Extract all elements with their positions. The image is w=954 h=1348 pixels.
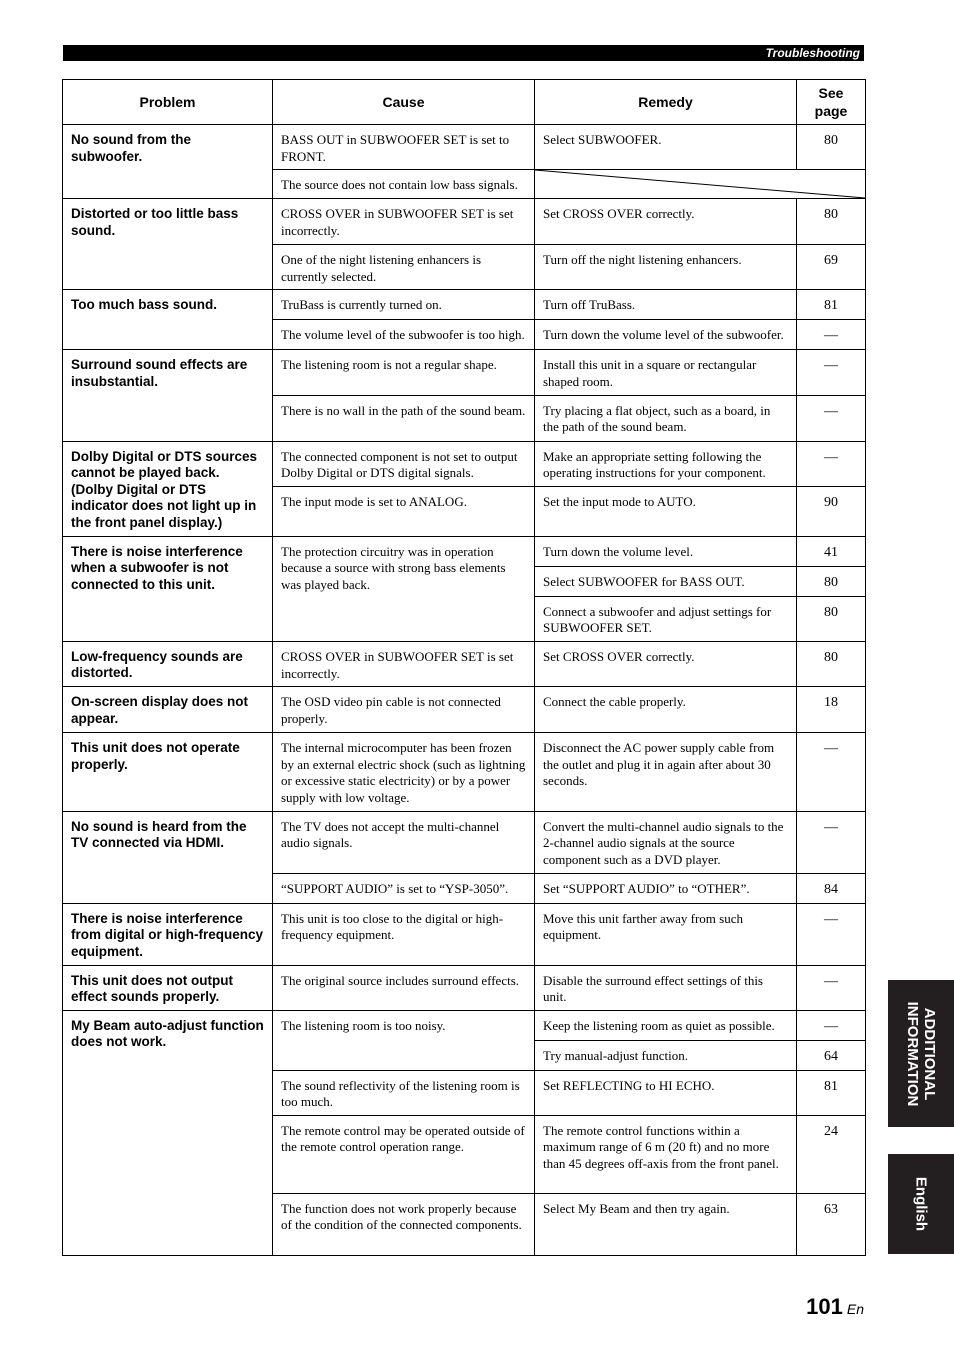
table-row [63,811,866,873]
page-cell: — [797,350,866,395]
cause-cell: The remote control may be operated outside of the remote control operation range. [273,1115,535,1193]
remedy-cell: Turn down the volume level of the subwoofer. [535,320,797,350]
header-see-page: See page [797,80,866,125]
problem-cell: My Beam auto-adjust function does not work. [63,1010,273,1255]
header-remedy: Remedy [535,80,797,125]
problem-cell: There is noise interference from digital or high-frequency equipment. [63,903,273,965]
cause-cell: TruBass is currently turned on. [273,290,535,320]
remedy-cell: Turn off the night listening enhancers. [535,245,797,290]
page-cell: — [797,903,866,965]
cause-cell: CROSS OVER in SUBWOOFER SET is set incorrectly. [273,641,535,686]
empty-remedy-cell [535,170,866,199]
table-row [63,1010,866,1040]
page-cell: 80 [797,566,866,596]
page-cell: — [797,965,866,1010]
remedy-cell: Try manual-adjust function. [535,1040,797,1070]
page-cell: 81 [797,1070,866,1115]
header-problem: Problem [63,80,273,125]
page-cell: 81 [797,290,866,320]
cause-cell: One of the night listening enhancers is currently selected. [273,245,535,290]
remedy-cell: Make an appropriate setting following the operating instructions for your component. [535,441,797,486]
cause-cell: The TV does not accept the multi-channel audio signals. [273,811,535,873]
remedy-cell: Set the input mode to AUTO. [535,486,797,536]
page-cell: 80 [797,641,866,686]
page-cell: 24 [797,1115,866,1193]
remedy-cell: Turn down the volume level. [535,536,797,566]
cause-cell: The internal microcomputer has been frozen by an external electric shock (such as lightning or excessive static electricity) or by a power supply with low voltage. [273,733,535,811]
side-tab-additional-information-label: ADDITIONAL INFORMATION [904,1001,938,1106]
cause-cell: The OSD video pin cable is not connected properly. [273,687,535,733]
remedy-cell: Connect the cable properly. [535,687,797,733]
problem-cell: Distorted or too little bass sound. [63,199,273,290]
page-lang-suffix: En [846,1301,864,1317]
remedy-cell: The remote control functions within a maximum range of 6 m (20 ft) and no more than 45 degrees off-axis from the front panel. [535,1115,797,1193]
table-row [63,441,866,486]
table-row [63,733,866,811]
problem-cell: There is noise interference when a subwoofer is not connected to this unit. [63,536,273,641]
page-cell: — [797,320,866,350]
problem-cell: Dolby Digital or DTS sources cannot be played back. (Dolby Digital or DTS indicator does not light up in the front panel display.) [63,441,273,536]
table-row [63,125,866,170]
cause-cell: BASS OUT in SUBWOOFER SET is set to FRONT. [273,125,535,170]
page-cell: 80 [797,125,866,170]
table-row [63,536,866,566]
problem-cell: Too much bass sound. [63,290,273,350]
page-cell: 80 [797,199,866,245]
remedy-cell: Install this unit in a square or rectangular shaped room. [535,350,797,395]
side-tab-english [888,1154,954,1254]
problem-cell: On-screen display does not appear. [63,687,273,733]
side-tab-english-label: English [912,1176,930,1232]
page-cell: 80 [797,596,866,641]
page-cell: — [797,1010,866,1040]
page-cell: 63 [797,1193,866,1255]
table-row [63,641,866,686]
cause-cell: The protection circuitry was in operation because a source with strong bass elements was played back. [273,536,535,641]
problem-cell: Low-frequency sounds are distorted. [63,641,273,686]
header-cause: Cause [273,80,535,125]
page-cell: 64 [797,1040,866,1070]
diagonal-line [535,170,865,198]
remedy-cell: Set “SUPPORT AUDIO” to “OTHER”. [535,873,797,903]
cause-cell: The connected component is not set to output Dolby Digital or DTS digital signals. [273,441,535,486]
table-row [63,903,866,965]
page-number [806,1294,864,1322]
remedy-cell: Keep the listening room as quiet as possible. [535,1010,797,1040]
remedy-cell: Disable the surround effect settings of this unit. [535,965,797,1010]
page-cell: — [797,441,866,486]
cause-cell: The source does not contain low bass signals. [273,170,535,199]
page-cell: 84 [797,873,866,903]
section-header-bar [63,45,864,61]
page-cell: — [797,811,866,873]
problem-cell: This unit does not output effect sounds properly. [63,965,273,1010]
problem-cell: No sound is heard from the TV connected via HDMI. [63,811,273,903]
cause-cell: CROSS OVER in SUBWOOFER SET is set incorrectly. [273,199,535,245]
problem-cell: This unit does not operate properly. [63,733,273,811]
remedy-cell: Set CROSS OVER correctly. [535,199,797,245]
page-cell: — [797,733,866,811]
table-row [63,290,866,320]
cause-cell: The input mode is set to ANALOG. [273,486,535,536]
problem-cell: No sound from the subwoofer. [63,125,273,199]
remedy-cell: Turn off TruBass. [535,290,797,320]
remedy-cell: Convert the multi-channel audio signals to the 2-channel audio signals at the source component such as a DVD player. [535,811,797,873]
page-number-value: 101 [806,1294,843,1319]
remedy-cell: Select SUBWOOFER for BASS OUT. [535,566,797,596]
problem-cell: Surround sound effects are insubstantial. [63,350,273,441]
cause-cell: This unit is too close to the digital or high-frequency equipment. [273,903,535,965]
remedy-cell: Connect a subwoofer and adjust settings for SUBWOOFER SET. [535,596,797,641]
page-cell: — [797,395,866,441]
troubleshooting-table [62,79,866,1256]
remedy-cell: Set REFLECTING to HI ECHO. [535,1070,797,1115]
page-cell: 90 [797,486,866,536]
cause-cell: The listening room is too noisy. [273,1010,535,1070]
table-row [63,199,866,245]
table-row [63,965,866,1010]
cause-cell: “SUPPORT AUDIO” is set to “YSP-3050”. [273,873,535,903]
remedy-cell: Select SUBWOOFER. [535,125,797,170]
table-row [63,687,866,733]
remedy-cell: Try placing a flat object, such as a board, in the path of the sound beam. [535,395,797,441]
cause-cell: The volume level of the subwoofer is too high. [273,320,535,350]
table-row [63,350,866,395]
page-cell: 18 [797,687,866,733]
page-cell: 41 [797,536,866,566]
remedy-cell: Move this unit farther away from such equipment. [535,903,797,965]
remedy-cell: Select My Beam and then try again. [535,1193,797,1255]
cause-cell: The listening room is not a regular shape. [273,350,535,395]
cause-cell: The function does not work properly because of the condition of the connected components. [273,1193,535,1255]
remedy-cell: Disconnect the AC power supply cable from the outlet and plug it in again after about 30 seconds. [535,733,797,811]
cause-cell: The original source includes surround effects. [273,965,535,1010]
page-cell: 69 [797,245,866,290]
side-tab-additional-information [888,980,954,1127]
cause-cell: There is no wall in the path of the sound beam. [273,395,535,441]
remedy-cell: Set CROSS OVER correctly. [535,641,797,686]
cause-cell: The sound reflectivity of the listening room is too much. [273,1070,535,1115]
table-header-row [63,80,866,125]
section-title: Troubleshooting [765,46,860,60]
